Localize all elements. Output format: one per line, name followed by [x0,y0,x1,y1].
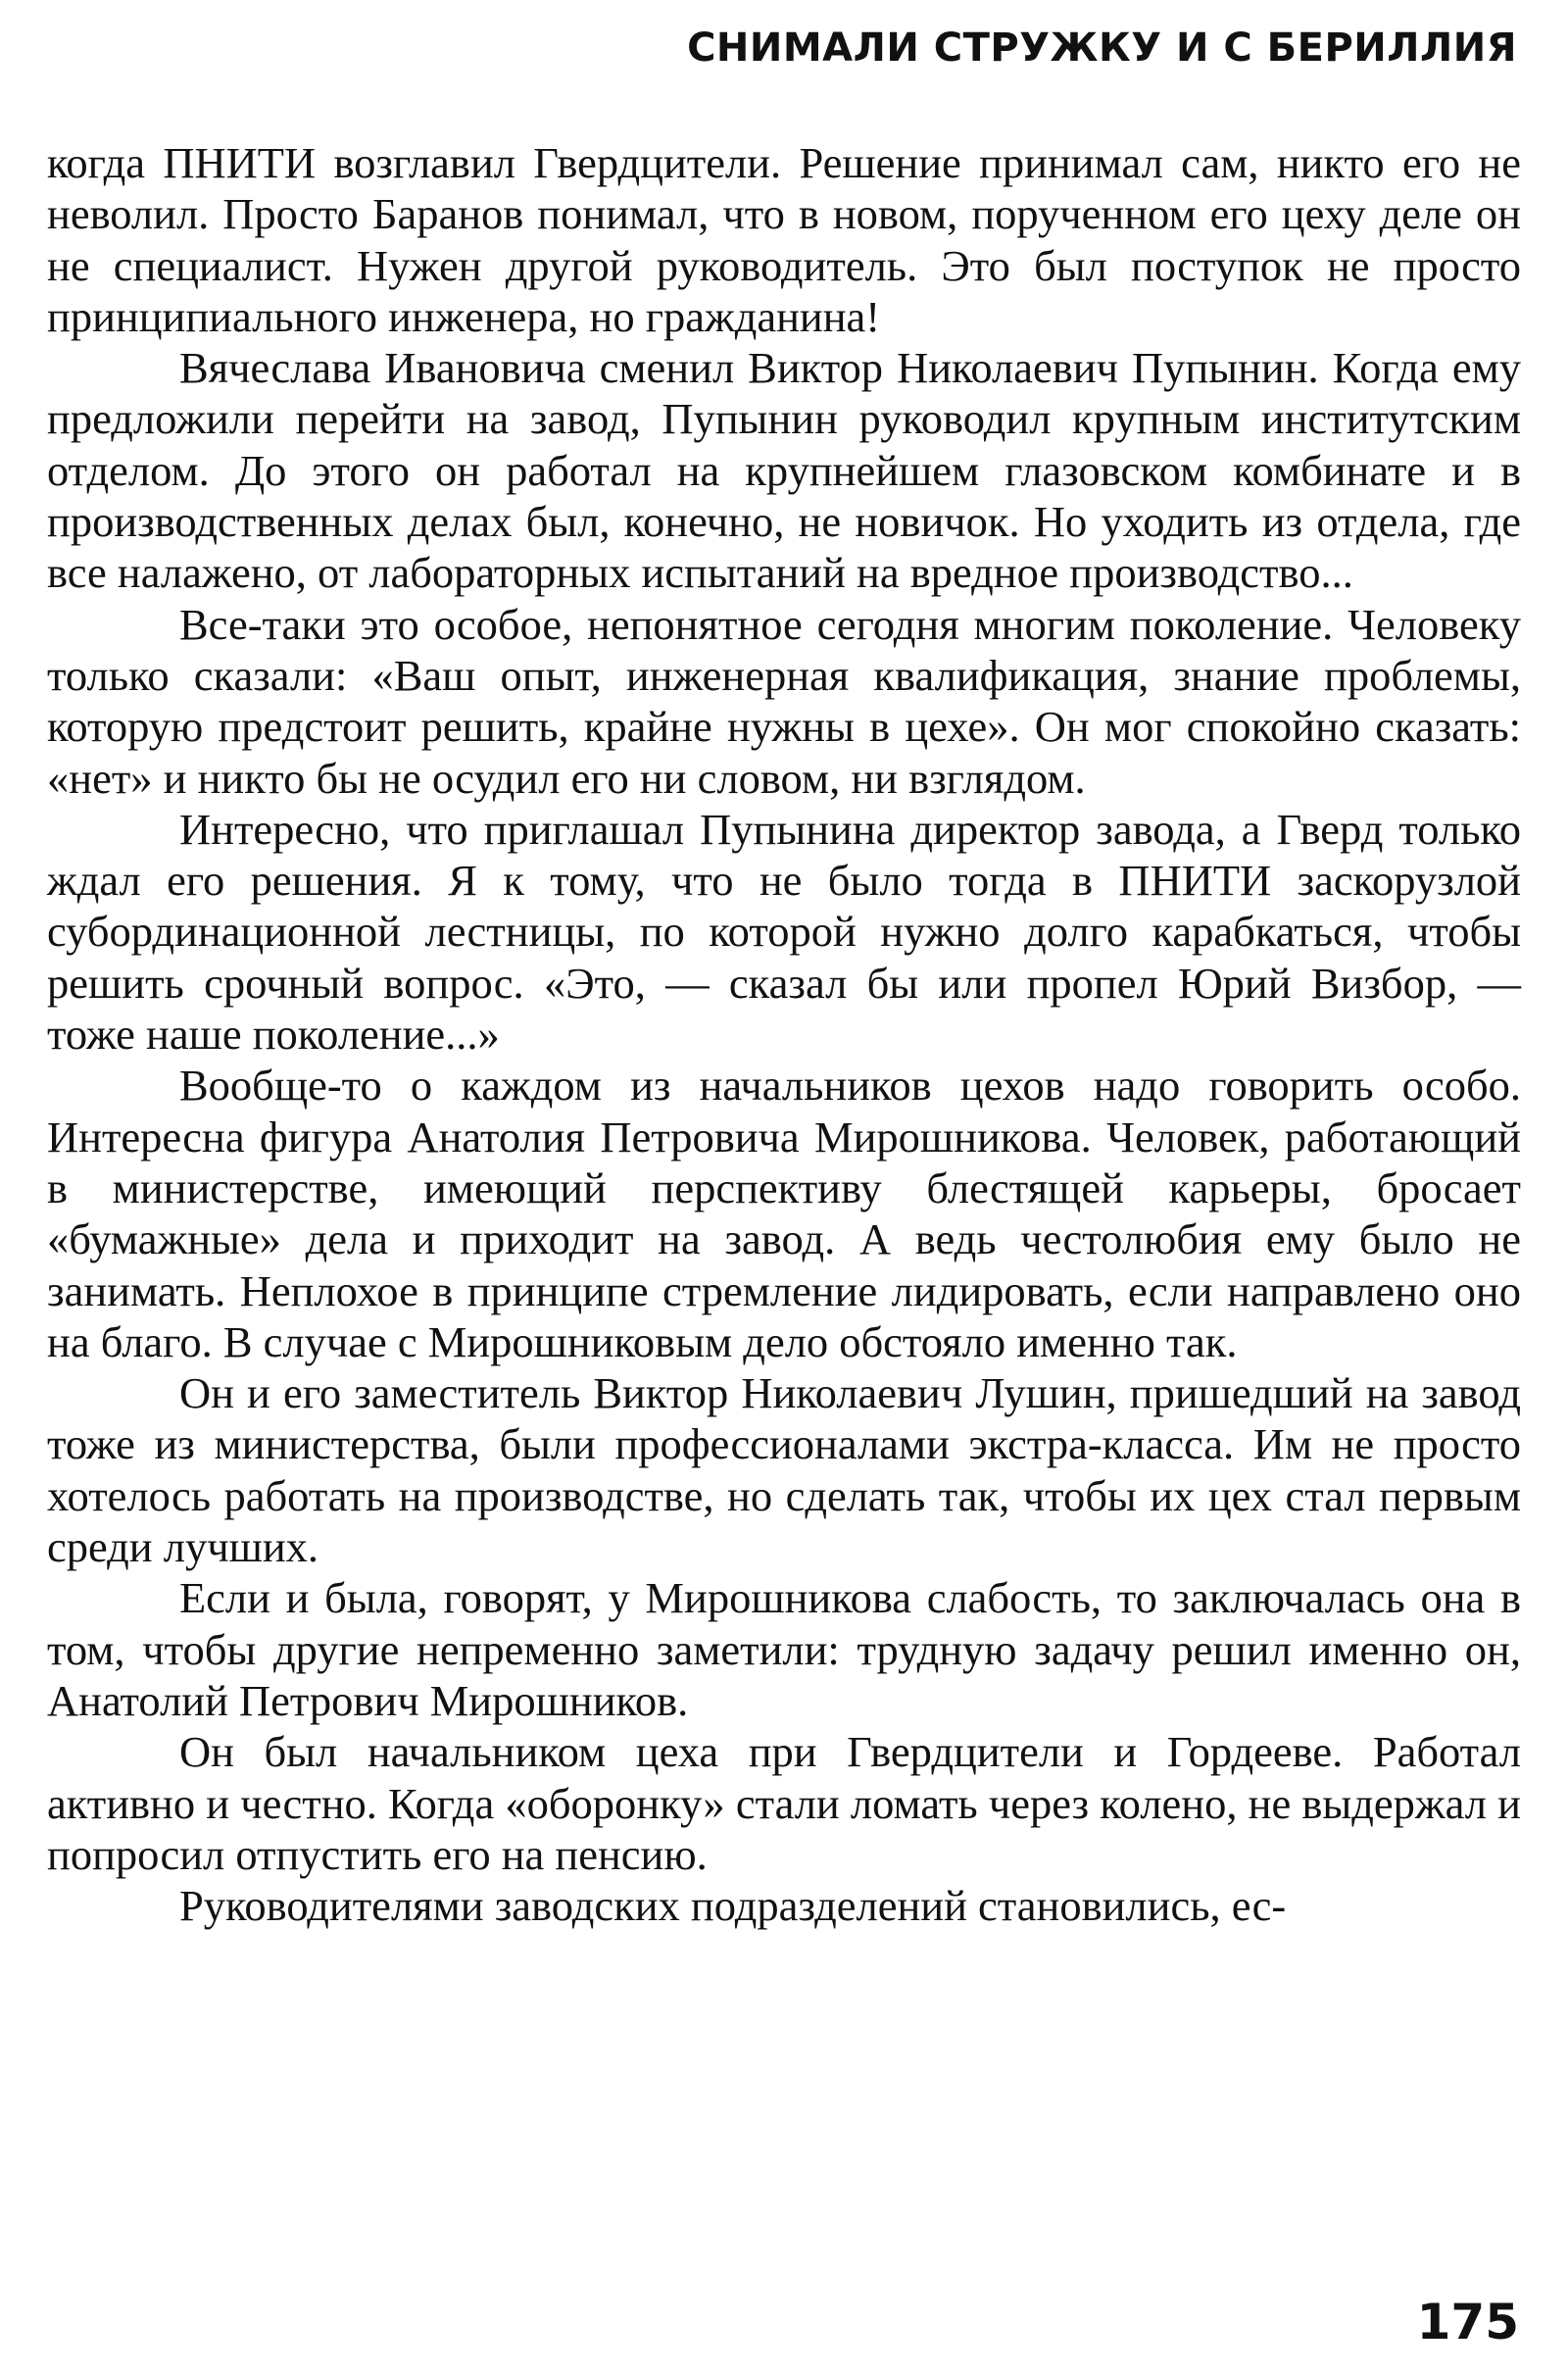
page-number: 175 [1416,2294,1519,2350]
paragraph: Если и была, говорят, у Мирошникова слабость, то заключалась она в том, чтобы другие непременно заметили: трудную задачу решил именно он, Анатолий Петрович Мирошников. [47,1573,1521,1725]
paragraph: когда ПНИТИ возглавил Гвердцители. Решение принимал сам, никто его не неволил. Просто Баранов понимал, что в новом, порученном его цеху деле он не специалист. Нужен другой руководитель. Это был поступок не просто принципиального инженера, но гражданина! [47,138,1521,341]
paragraph: Он и его заместитель Виктор Николаевич Лушин, пришедший на завод тоже из министерства, были профессионалами экстра-класса. Им не просто хотелось работать на производстве, но сделать так, чтобы их цех стал первым среди лучших. [47,1368,1521,1572]
paragraph: Он был начальником цеха при Гвердцители и Гордееве. Работал активно и честно. Когда «оборонку» стали ломать через колено, не выдержал и попросил отпустить его на пенсию. [47,1727,1521,1879]
body-text [47,137,1521,1931]
running-head-title: СНИМАЛИ СТРУЖКУ И С БЕРИЛЛИЯ [687,25,1517,71]
paragraph: Вообще-то о каждом из начальников цехов надо говорить особо. Интересна фигура Анатолия Петровича Мирошникова. Человек, работающий в министерстве, имеющий перспективу блестящей карьеры, бросает «бумажные» дела и приходит на завод. А ведь честолюбия ему было не занимать. Неплохое в принципе стремление лидировать, если направлено оно на благо. В случае с Мирошниковым дело обстояло именно так. [47,1061,1521,1366]
paragraph: Вячеслава Ивановича сменил Виктор Николаевич Пупынин. Когда ему предложили перейти на завод, Пупынин руководил крупным институтским отделом. До этого он работал на крупнейшем глазовском комбинате и в производственных делах был, конечно, не новичок. Но уходить из отдела, где все налажено, от лабораторных испытаний на вредное производство... [47,343,1521,598]
paragraph: Интересно, что приглашал Пупынина директор завода, а Гверд только ждал его решения. Я к тому, что не было тогда в ПНИТИ заскорузлой субординационной лестницы, по которой нужно долго карабкаться, чтобы решить срочный вопрос. «Это, — сказал бы или пропел Юрий Визбор, — тоже наше поколение...» [47,804,1521,1060]
paragraph: Руководителями заводских подразделений становились, ес- [179,1881,1287,1931]
paragraph: Все-таки это особое, непонятное сегодня многим поколение. Человеку только сказали: «Ваш опыт, инженерная квалификация, знание проблемы, которую предстоит решить, крайне нужны в цехе». Он мог спокойно сказать: «нет» и никто бы не осудил его ни словом, ни взглядом. [47,599,1521,803]
